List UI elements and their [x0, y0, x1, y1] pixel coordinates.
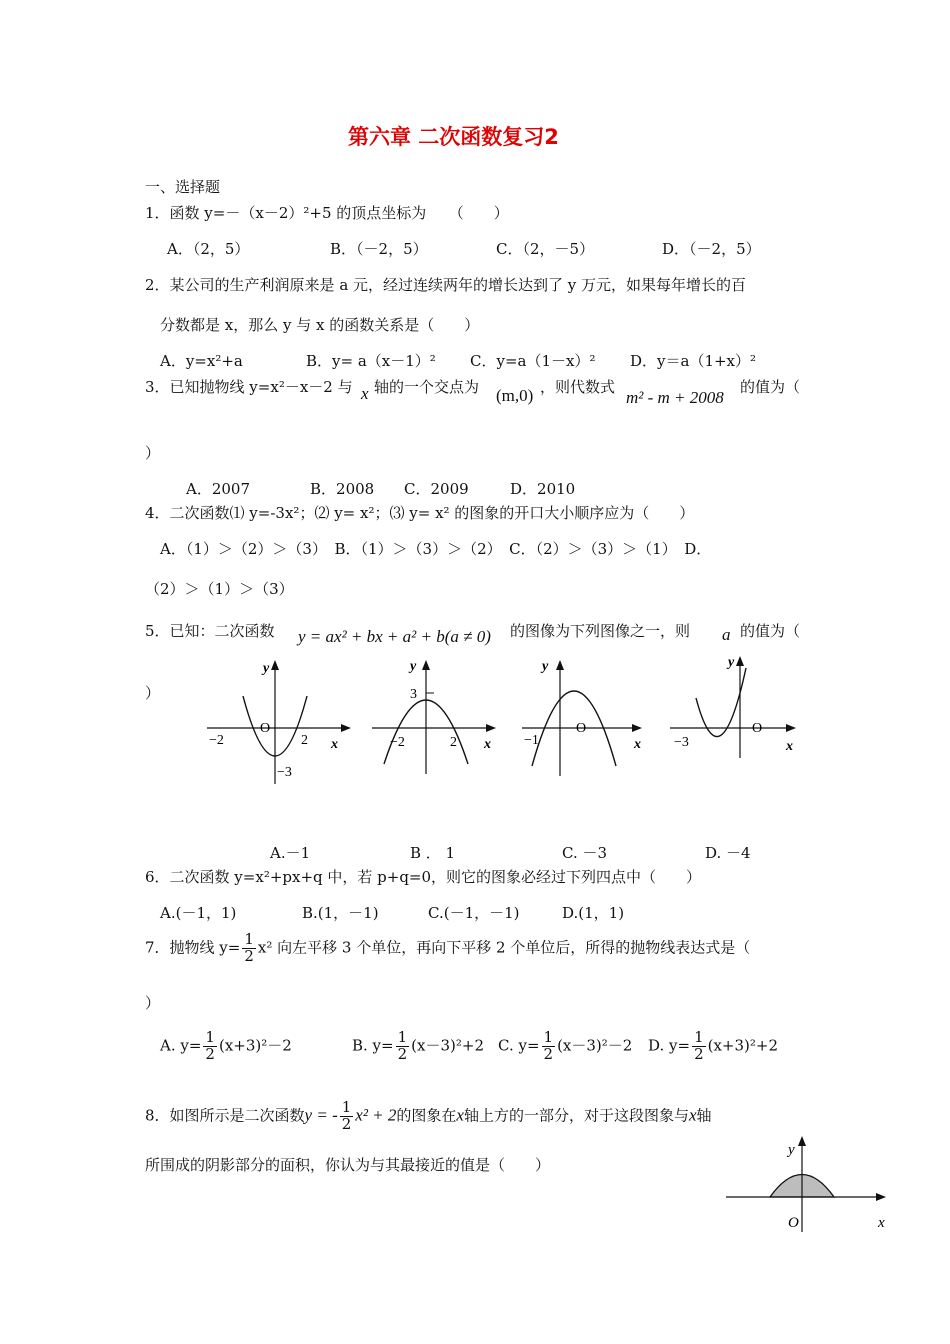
- q5-graph-1: [205, 656, 355, 786]
- question-6-stem: 6．二次函数 y=x²+px+q 中，若 p+q=0，则它的图象必经过下列四点中（ ）: [145, 868, 702, 886]
- question-3-stem-d: 的值为（: [740, 378, 801, 396]
- q8-var-x-1: x: [456, 1105, 464, 1125]
- q5-option-c: C. －3: [562, 844, 608, 862]
- q6-option-b: B.(1，－1): [302, 904, 379, 922]
- q7-option-d-suffix: (x+3)²+2: [707, 1036, 779, 1055]
- q7-option-d-den: 2: [694, 1044, 704, 1063]
- graph1-x-label: x: [331, 737, 338, 752]
- q7-option-d-prefix: D. y=: [648, 1036, 691, 1055]
- q8-frac-num: 1: [341, 1098, 352, 1116]
- q2-option-c: C．y=a（1－x）²: [470, 352, 596, 370]
- q1-option-a: A．（2，5）: [167, 240, 250, 258]
- q6-option-a: A.(－1，1): [160, 904, 237, 922]
- q5-graph-4: [668, 650, 808, 760]
- q5-graph-3: [520, 656, 655, 781]
- q7-stem-a: 7．抛物线 y=: [145, 938, 241, 957]
- graph4-y-label: y: [728, 655, 735, 670]
- q8-stem-b: 的图象在: [396, 1106, 457, 1125]
- graph3-y-label: y: [542, 659, 549, 674]
- q7-option-c-den: 2: [543, 1044, 554, 1063]
- q1-option-c: C．（2，－5）: [496, 240, 595, 258]
- q7-option-a: [160, 1030, 292, 1063]
- q8-var-x-2: x: [688, 1105, 697, 1125]
- q7-option-a-num: 1: [205, 1028, 215, 1046]
- q8-frac-den: 2: [341, 1114, 352, 1133]
- q8-graph: [722, 1132, 892, 1236]
- question-7-stem: [145, 932, 750, 965]
- page-title: 第六章 二次函数复习2: [348, 125, 559, 149]
- question-4-stem: 4．二次函数⑴ y=-3x²；⑵ y= x²；⑶ y= x² 的图象的开口大小顺序应为（ ）: [145, 504, 695, 522]
- q7-option-c-fraction: [542, 1030, 556, 1063]
- q6-option-d: D.(1，1): [562, 904, 625, 922]
- question-2-stem-line1: 2．某公司的生产利润原来是 a 元，经过连续两年的增长达到了 y 万元，如果每年增长的百: [145, 276, 747, 294]
- q7-fraction: [242, 932, 256, 965]
- q1-option-d: D．（－2，5）: [662, 240, 761, 258]
- question-5-stem-a: 5．已知：二次函数: [145, 622, 275, 640]
- graph1-y-label: y: [263, 661, 270, 676]
- q5-formula: y = ax² + bx + a² + b(a ≠ 0): [298, 627, 491, 646]
- q7-frac-num: 1: [244, 930, 254, 948]
- question-8-stem-line2: 所围成的阴影部分的面积，你认为与其最接近的值是（ ）: [145, 1156, 551, 1174]
- q3-point: (m,0): [496, 386, 534, 405]
- q7-option-a-den: 2: [205, 1044, 215, 1063]
- q2-option-b: B．y= a（x－1）²: [306, 352, 436, 370]
- q7-option-b-den: 2: [397, 1044, 408, 1063]
- q7-option-a-prefix: A. y=: [160, 1036, 202, 1055]
- q7-option-b-num: 1: [397, 1028, 408, 1046]
- q7-option-c-prefix: C. y=: [498, 1036, 540, 1055]
- q1-option-b: B．（－2，5）: [330, 240, 428, 258]
- q3-option-d: D．2010: [510, 480, 576, 498]
- q2-option-d: D．y＝a（1+x）²: [630, 352, 757, 370]
- question-3-stem-c: ，则代数式: [540, 378, 616, 396]
- q7-stem-b: x² 向左平移 3 个单位，再向下平移 2 个单位后，所得的抛物线表达式是（: [257, 938, 751, 957]
- q7-option-a-fraction: [203, 1030, 217, 1063]
- question-3-close: ）: [145, 444, 161, 462]
- q5-graph-2: [370, 656, 505, 776]
- question-5-close: ）: [145, 684, 161, 702]
- graph2-x-label: x: [484, 737, 491, 752]
- q3-option-a: A．2007: [186, 480, 251, 498]
- question-5-stem-b: 的图像为下列图像之一，则: [510, 622, 691, 640]
- graph3-origin: O: [576, 721, 587, 736]
- q8-stem-a: 8．如图所示是二次函数: [145, 1106, 305, 1125]
- graph1-pos-label: 2: [301, 733, 308, 748]
- question-1-stem: 1．函数 y=－（x－2）²+5 的顶点坐标为 （ ）: [145, 204, 509, 222]
- q7-option-b: [352, 1030, 484, 1063]
- q7-option-d: [648, 1030, 778, 1063]
- q4-options-line1: A．（1）＞（2）＞（3） B．（1）＞（3）＞（2） C．（2）＞（3）＞（1） D．: [160, 540, 712, 558]
- q8-graph-x-label: x: [878, 1215, 885, 1231]
- q7-option-b-suffix: (x－3)²+2: [411, 1036, 484, 1055]
- q7-option-a-suffix: (x+3)²－2: [218, 1036, 292, 1055]
- graph4-x-label: x: [786, 739, 793, 754]
- q7-option-c-num: 1: [543, 1028, 554, 1046]
- graph1-neg-label: −2: [209, 733, 224, 748]
- section-heading: 一、选择题: [145, 178, 221, 196]
- question-8-stem: [145, 1100, 712, 1133]
- q5-option-d: D. －4: [705, 844, 751, 862]
- graph2-y-label: y: [410, 659, 417, 674]
- graph2-neg-label: −2: [390, 735, 405, 750]
- q7-option-b-prefix: B. y=: [352, 1036, 394, 1055]
- q7-frac-den: 2: [244, 946, 254, 965]
- q8-graph-origin: O: [788, 1215, 799, 1231]
- graph2-pos-label: 2: [450, 735, 457, 750]
- q6-option-c: C.(－1，－1): [428, 904, 520, 922]
- q8-formula-b: x² + 2: [355, 1105, 397, 1125]
- graph1-origin: O: [260, 721, 271, 736]
- graph3-neg-label: −1: [524, 733, 539, 748]
- q3-option-c: C．2009: [404, 480, 469, 498]
- q5-option-a: A.－1: [270, 844, 311, 862]
- graph4-neg-label: −3: [674, 735, 689, 750]
- q8-stem-d: 轴: [696, 1106, 712, 1125]
- question-5-stem-c: 的值为（: [740, 622, 801, 640]
- q3-var-x: x: [361, 384, 369, 403]
- q5-option-b: B ． 1: [410, 844, 456, 862]
- q8-fraction: [340, 1100, 354, 1133]
- q8-formula-a: y = -: [304, 1105, 338, 1125]
- q3-option-b: B．2008: [310, 480, 375, 498]
- graph2-top-label: 3: [410, 687, 417, 702]
- graph1-low-label: −3: [277, 765, 292, 780]
- question-3-stem-a: 3．已知抛物线 y=x²－x－2 与: [145, 378, 353, 396]
- q7-option-b-fraction: [396, 1030, 410, 1063]
- graph3-x-label: x: [634, 737, 641, 752]
- q7-option-c-suffix: (x－3)²－2: [557, 1036, 633, 1055]
- q7-option-c: [498, 1030, 632, 1063]
- q2-option-a: A．y=x²+a: [160, 352, 243, 370]
- question-2-stem-line2: 分数都是 x，那么 y 与 x 的函数关系是（ ）: [160, 316, 480, 334]
- q7-option-d-fraction: [692, 1030, 706, 1063]
- question-3-stem-b: 轴的一个交点为: [374, 378, 480, 396]
- q7-option-d-num: 1: [694, 1028, 704, 1046]
- q5-var-a: a: [722, 625, 731, 644]
- q4-options-line2: （2）＞（1）＞（3）: [145, 580, 294, 598]
- q3-expression: m² - m + 2008: [626, 388, 724, 407]
- q8-stem-c: 轴上方的一部分，对于这段图象与: [463, 1106, 689, 1125]
- graph4-origin: O: [752, 721, 763, 736]
- q8-graph-y-label: y: [788, 1142, 795, 1158]
- question-7-close: ）: [145, 994, 161, 1012]
